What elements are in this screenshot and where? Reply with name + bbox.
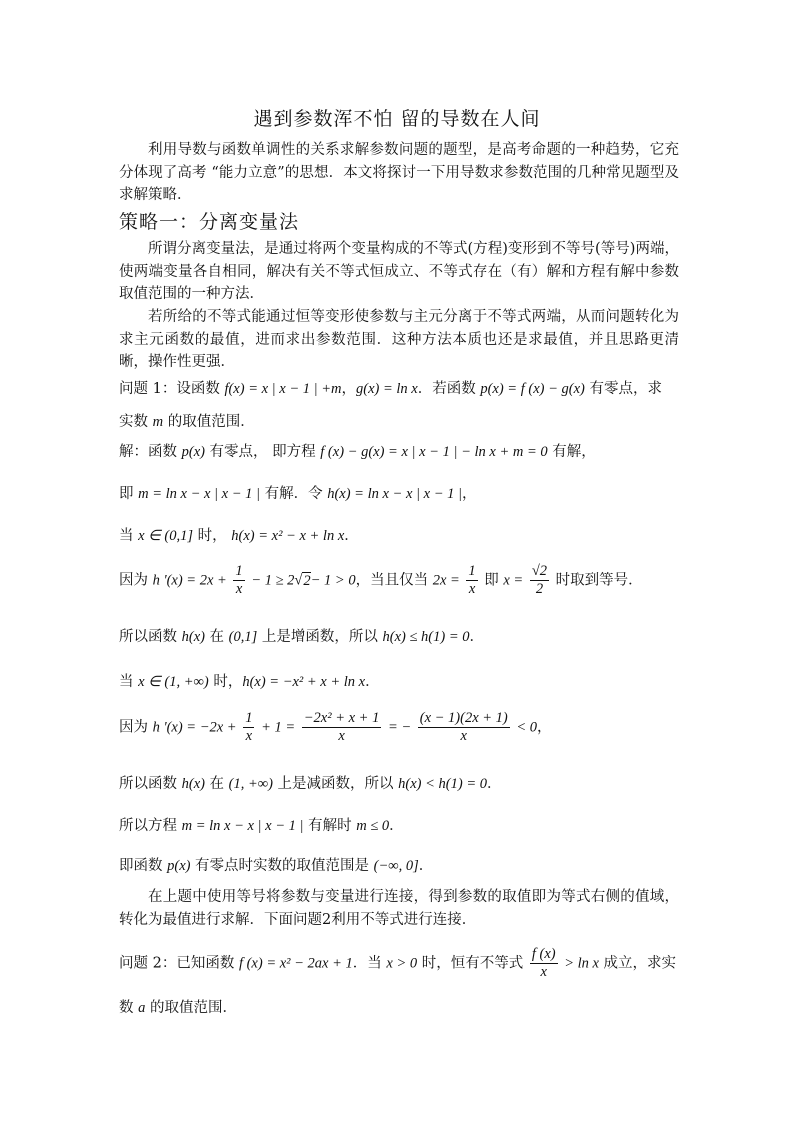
- problem1-label: 问题 1：: [119, 381, 177, 397]
- problem2-label: 问题 2：: [119, 955, 177, 972]
- intro-paragraph: 利用导数与函数单调性的关系求解参数问题的题型，是高考命题的一种趋势，它充分体现了高考 “能力立意”的思想．本文将探讨一下用导数求参数范围的几种常见题型及求解策略．: [119, 142, 679, 203]
- fraction-1-over-x-eq: $\frac{1}{x}$: [468, 563, 476, 597]
- solution1-step-1: 解：函数 p(x) 有零点， 即方程 f (x) − g(x) = x | x − 1 | − ln x + m = 0 有解，: [119, 444, 596, 460]
- document-title: 遇到参数浑不怕 留的导数在人间: [253, 108, 541, 130]
- solution1-step-9: 所以方程 m = ln x − x | x − 1 | 有解时 m ≤ 0．: [119, 818, 404, 834]
- solution1-step-8: 所以函数 h(x) 在 (1, +∞) 上是减函数，所以 h(x) < h(1) = 0．: [119, 776, 502, 792]
- problem2-statement-line1: 问题 2：已知函数 f (x) = x² − 2ax + 1．当 x > 0 时，恒有不等式 $\frac{f (x)}{x}$ > ln x 成立，求实: [119, 946, 677, 980]
- transition-paragraph: 在上题中使用等号将参数与变量进行连接，得到参数的取值即为等式右侧的值域，转化为最值进行求解．下面问题2利用不等式进行连接．: [119, 889, 679, 928]
- fraction-quadratic-over-x: $\frac{\text{−2x² + x + 1}}{x}$: [303, 710, 380, 744]
- problem2-statement-line2: 数 a 的取值范围．: [119, 1000, 237, 1016]
- solution1-step-6: 当 x ∈ (1, +∞) 时，h(x) = −x² + x + ln x．: [119, 674, 380, 690]
- strategy1-paragraph-1: 所谓分离变量法，是通过将两个变量构成的不等式(方程)变形到不等号(等号)两端，使两端变量各自相同，解决有关不等式恒成立、不等式存在（有）解和方程有解中参数取值范围的一种方法．: [119, 241, 679, 302]
- solution1-step-2: 即 m = ln x − x | x − 1 | 有解．令 h(x) = ln x − x | x − 1 |，: [119, 486, 477, 502]
- problem1-f-def: f(x) = x | x − 1 | +m: [224, 381, 342, 397]
- solution1-step-3: 当 x ∈ (0,1] 时， h(x) = x² − x + ln x．: [119, 528, 359, 544]
- strategy1-paragraph-2: 若所给的不等式能通过恒等变形使参数与主元分离于不等式两端，从而问题转化为求主元函数的最值，进而求出参数范围．这种方法本质也还是求最值，并且思路更清晰，操作性更强．: [119, 309, 679, 370]
- solution1-conclusion: 即函数 p(x) 有零点时实数的取值范围是 (−∞, 0]．: [119, 858, 434, 874]
- problem1-p-def: p(x) = f (x) − g(x): [480, 381, 585, 397]
- fraction-fx-over-x: $\frac{f (x)}{x}$: [531, 946, 556, 980]
- fraction-1-over-x-b: $\frac{1}{x}$: [245, 710, 253, 744]
- fraction-factored-over-x: $\frac{(x - 1)(2x + 1)}{x}$: [419, 710, 508, 744]
- sqrt-sign: √: [294, 572, 303, 589]
- problem1-statement-line1: 问题 1：设函数 f(x) = x | x − 1 | +m，g(x) = ln x．若函数 p(x) = f (x) − g(x) 有零点，求: [119, 381, 662, 397]
- problem1-statement-line2: 实数 m 的取值范围．: [119, 414, 255, 430]
- fraction-sqrt2-over-2: $\frac{√2}{2}$: [531, 563, 548, 597]
- fraction-1-over-x: $\frac{1}{x}$: [235, 563, 243, 597]
- problem1-g-def: g(x) = ln x: [356, 381, 418, 397]
- solution1-step-7-derivative: 因为 h '(x) = −2x + $\frac{1}{x}$ + 1 = $\frac{\text{−2x² + x + 1}}{x}$ = − $\frac{(x - 1)(2x + 1)}{x}$ < 0，: [119, 710, 552, 744]
- solution1-step-4-derivative: 因为 h '(x) = 2x + $\frac{1}{x}$ − 1 ≥ 2√2− 1 > 0，当且仅当 2x = $\frac{1}{x}$ 即 x = $\frac{√2}{2}$ 时取到等号．: [119, 563, 643, 597]
- strategy1-heading: 策略一：分离变量法: [119, 211, 300, 233]
- solution1-step-5: 所以函数 h(x) 在 (0,1] 上是增函数，所以 h(x) ≤ h(1) = 0．: [119, 629, 484, 645]
